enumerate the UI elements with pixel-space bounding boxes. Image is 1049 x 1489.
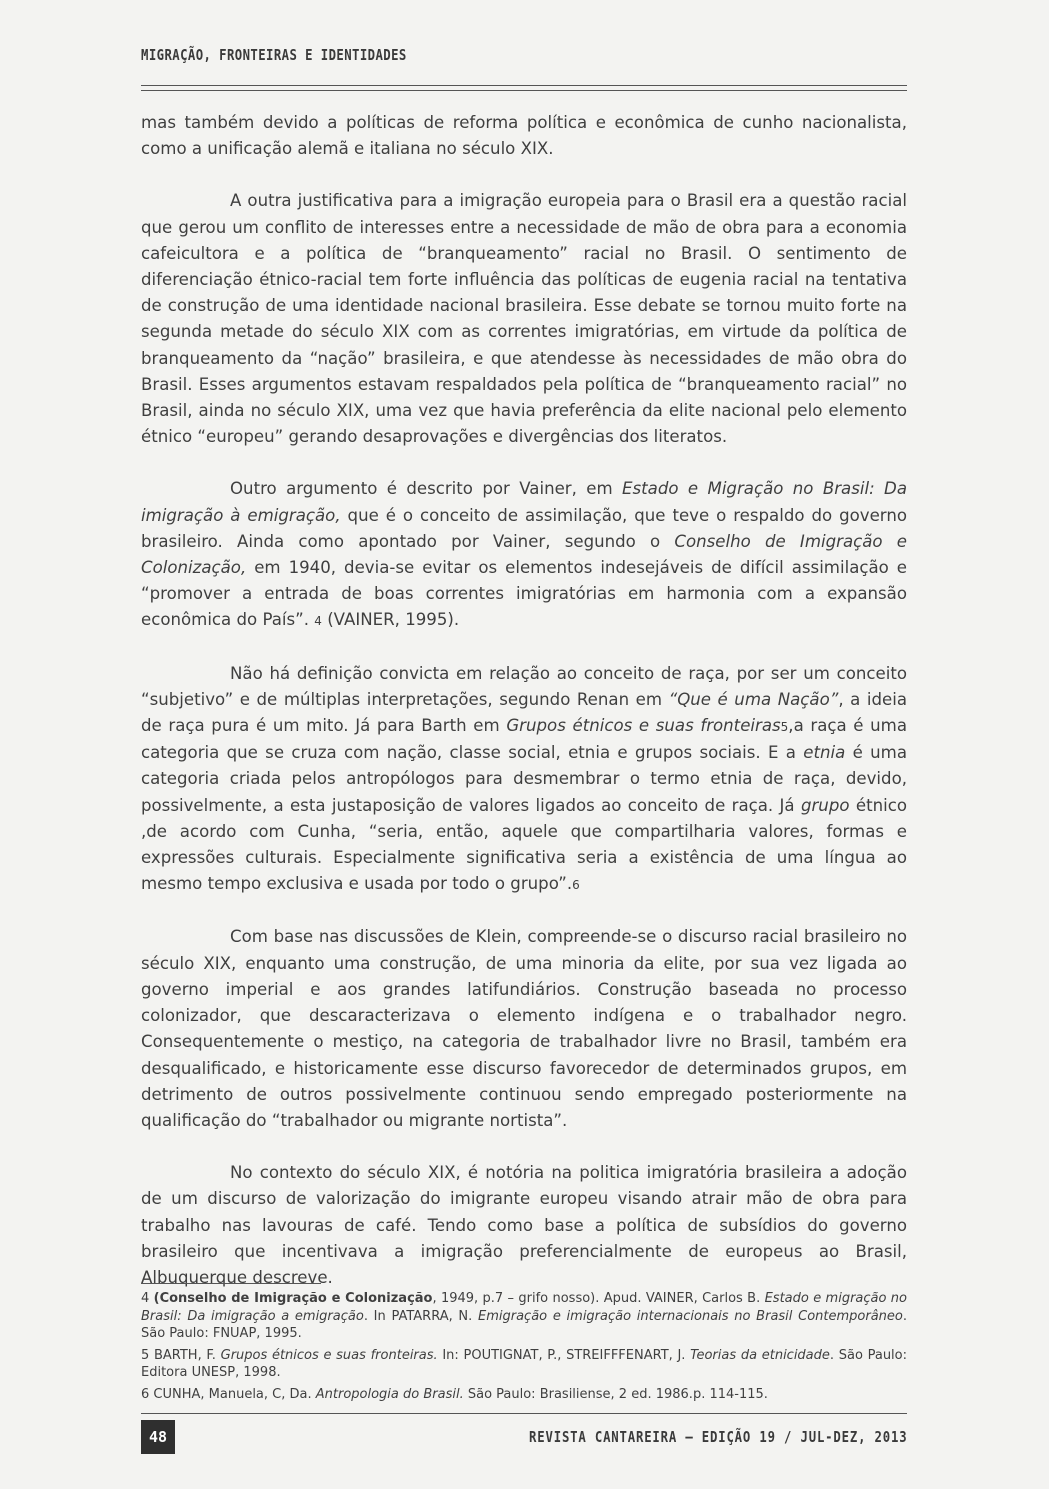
p4-italic-barth: Grupos étnicos e suas fronteiras [506,716,781,736]
fn4-bold-council: Conselho de Imigração e Colonização [159,1291,433,1306]
p4-text-g: é uma categoria criada pelos antropólogos para desmembrar o termo etnia de raça, devido, possivelmente, a esta justaposição de valores ligados ao conceito de raça. Já [141,743,908,815]
fn5-text-e: . São Paulo: Editora UNESP, 1998. [141,1347,908,1380]
paragraph-3 [141,476,907,634]
p3-text-e: em 1940, devia-se evitar os elementos indesejáveis de difícil assimilação e “promover a entrada de boas correntes imigratórias em harmonia com a expansão econômica do País”. [141,558,907,630]
fn4-italic-title-2: Emigração e imigração internacionais no Brasil Contemporâneo [478,1308,903,1324]
p4-text-i: étnico ,de acordo com Cunha, “seria, então, aquele que compartilharia valores, formas e expressões culturais. Especialmente significativa seria a existência de uma língua ao mesmo tempo exclusiva e usada por todo o grupo”. [141,795,907,894]
fn4-text-g: . São Paulo: FNUAP, 1995. [141,1308,907,1341]
footnote-ref-4[interactable]: 4 [314,614,322,629]
footnote-ref-5[interactable]: 5 [780,720,789,735]
page-number: 48 [141,1420,175,1454]
fn6-italic-title: Antropologia do Brasil. [315,1386,464,1402]
p4-italic-etnia: etnia [803,743,846,763]
fn5-text-c: In: POUTIGNAT, P., STREIFFFENART, J. [437,1347,691,1363]
footnote-4 [141,1290,907,1343]
fn5-text-a: 5 BARTH, F. [141,1347,221,1363]
p4-italic-grupo: grupo [800,795,850,815]
footnote-ref-6[interactable]: 6 [572,878,580,893]
fn4-text-c: , 1949, p.7 – grifo nosso). Apud. VAINER, Carlos B. [432,1291,765,1306]
p3-text-f: (VAINER, 1995). [321,610,460,630]
header-double-rule [141,85,907,91]
journal-footer: REVISTA CANTAREIRA – EDIÇÃO 19 / JUL-DEZ, 2013 [528,1428,907,1446]
fn4-text-e: . In PATARRA, N. [363,1308,478,1324]
fn4-number: 4 [141,1291,154,1306]
body-text [141,110,907,1317]
paragraph-6: No contexto do século XIX, é notória na politica imigratória brasileira a adoção de um discurso de valorização do imigrante europeu visando atrair mão de obra para trabalho nas lavouras de café. Tendo como base a política de subsídios do governo brasileiro que incentivava a imigração preferencialmente de europeus ao Brasil, Albuquerque descreve. [141,1163,907,1287]
fn4-paren: ( [153,1291,160,1306]
p4-italic-renan: “Que é uma Nação” [668,689,839,709]
paragraph-4 [141,661,907,899]
header-title: MIGRAÇÃO, FRONTEIRAS E IDENTIDADES [141,46,407,64]
footnote-6 [141,1386,907,1404]
fn6-text-a: 6 CUNHA, Manuela, C, Da. [141,1386,316,1402]
p4-text-c: , a ideia de raça pura é um mito. Já para Barth em [141,689,908,736]
p3-text-c: que é o conceito de assimilação, que teve o respaldo do governo brasileiro. Ainda como apontado por Vainer, segundo o [141,505,907,551]
paragraph-1: mas também devido a políticas de reforma política e econômica de cunho nacionalista, como a unificação alemã e italiana no século XIX. [141,113,907,159]
fn5-italic-title-2: Teorias da etnicidade [690,1347,830,1363]
running-header [141,46,907,64]
fn6-text-c: São Paulo: Brasiliense, 2 ed. 1986.p. 114-115. [463,1386,768,1402]
footer-rule [141,1413,907,1414]
p4-text-a: Não há definição convicta em relação ao conceito de raça, por ser um conceito “subjetivo” e de múltiplas interpretações, segundo Renan em [141,663,907,709]
p4-text-e: ,a raça é uma categoria que se cruza com nação, classe social, etnia e grupos sociais. E a [141,716,908,763]
p3-italic-title: Estado e Migração no Brasil: Da imigração à emigração, [141,479,907,525]
paragraph-5: Com base nas discussões de Klein, compreende-se o discurso racial brasileiro no século XIX, enquanto uma construção, de uma minoria da elite, por sua vez ligada ao governo imperial e aos grandes latifundiários. Construção baseada no processo colonizador, que descaracterizava o elemento indígena e o trabalhador negro. Consequentemente o mestiço, na categoria de trabalhador livre no Brasil, também era desqualificado, e historicamente esse discurso favorecedor de determinados grupos, em detrimento de outros possivelmente continuou sendo empregado posteriormente na qualificação do “trabalhador ou migrante nortista”. [141,927,907,1130]
footnote-5 [141,1347,907,1382]
footnotes [141,1290,907,1407]
fn4-italic-title: Estado e migração no Brasil: Da imigração a emigração [141,1291,908,1324]
paragraph-2: A outra justificativa para a imigração europeia para o Brasil era a questão racial que gerou um conflito de interesses entre a necessidade de mão de obra para a economia cafeicultora e a política de “branqueamento” racial no Brasil. O sentimento de diferenciação étnico-racial tem forte influência das políticas de eugenia racial na tentativa de construção de uma identidade nacional brasileira. Esse debate se tornou muito forte na segunda metade do século XIX com as correntes imigratórias, em virtude da política de branqueamento da “nação” brasileira, e que atendesse às necessidades de mão obra do Brasil. Esses argumentos estavam respaldados pela política de “branqueamento racial” no Brasil, ainda no século XIX, uma vez que havia preferência da elite nacional pelo elemento étnico “europeu” gerando desaprovações e divergências dos literatos. [141,191,907,447]
fn5-italic-title: Grupos étnicos e suas fronteiras. [220,1347,438,1363]
p3-text-a: Outro argumento é descrito por Vainer, em [230,479,623,499]
p3-italic-council: Conselho de Imigração e Colonização, [141,531,907,578]
footnote-separator [141,1283,321,1284]
